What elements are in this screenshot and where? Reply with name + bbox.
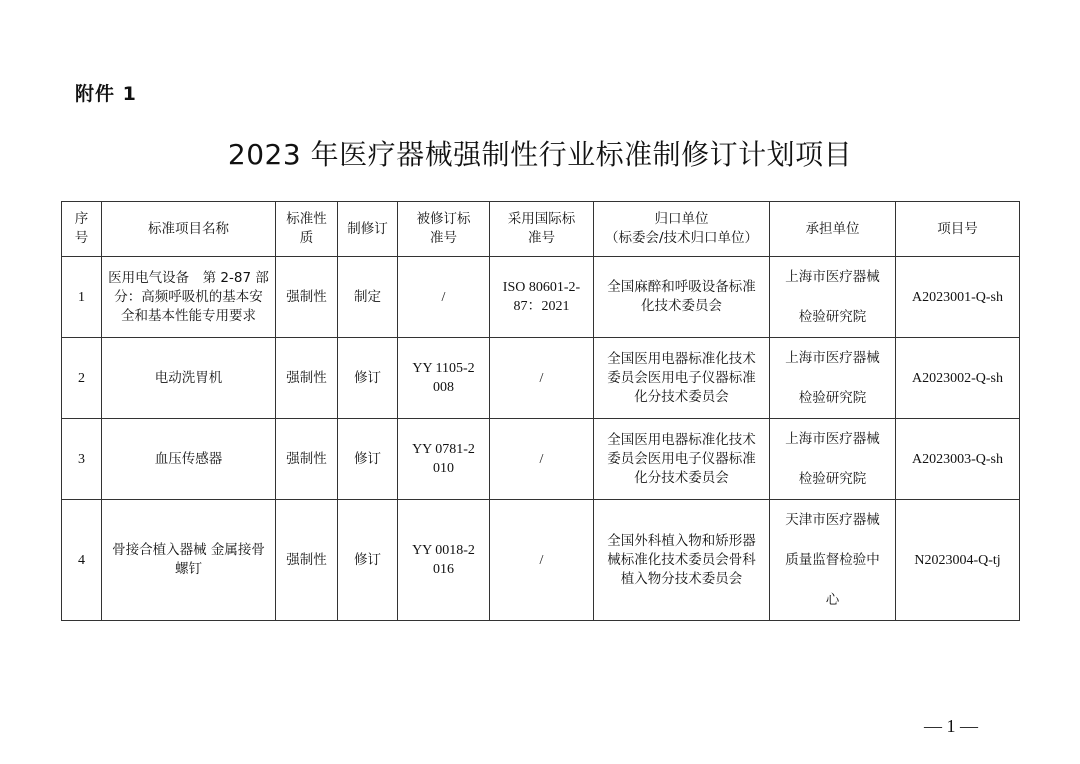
cell-intl-std: / <box>490 338 594 419</box>
cell-type: 修订 <box>338 338 398 419</box>
cell-type: 制定 <box>338 257 398 338</box>
cell-revised-std: YY 0018-2016 <box>398 500 490 621</box>
header-revised-std: 被修订标准号 <box>398 202 490 257</box>
header-unit-line1: 归口单位 <box>654 211 709 227</box>
table-header-row <box>62 202 1020 257</box>
cell-revised-std: YY 1105-2008 <box>398 338 490 419</box>
attachment-label: 附件 1 <box>75 83 137 105</box>
header-type: 制修订 <box>338 202 398 257</box>
cell-seq: 3 <box>62 419 102 500</box>
header-name: 标准项目名称 <box>102 202 276 257</box>
cell-project-no: A2023001-Q-sh <box>896 257 1020 338</box>
cell-nature: 强制性 <box>276 338 338 419</box>
header-nature: 标准性质 <box>276 202 338 257</box>
table-row <box>62 257 1020 338</box>
header-unit <box>594 202 770 257</box>
document-title: 2023 年医疗器械强制性行业标准制修订计划项目 <box>227 138 853 171</box>
cell-undertaker: 天津市医疗器械质量监督检验中心 <box>770 500 896 621</box>
header-project-no: 项目号 <box>896 202 1020 257</box>
cell-unit: 全国外科植入物和矫形器械标准化技术委员会骨科植入物分技术委员会 <box>594 500 770 621</box>
table-row <box>62 419 1020 500</box>
cell-name: 骨接合植入器械 金属接骨螺钉 <box>102 500 276 621</box>
cell-nature: 强制性 <box>276 257 338 338</box>
cell-nature: 强制性 <box>276 500 338 621</box>
header-intl-std: 采用国际标准号 <box>490 202 594 257</box>
page-number: — 1 — <box>924 716 978 736</box>
cell-project-no: A2023003-Q-sh <box>896 419 1020 500</box>
cell-type: 修订 <box>338 500 398 621</box>
cell-name: 血压传感器 <box>102 419 276 500</box>
cell-revised-std: / <box>398 257 490 338</box>
cell-unit: 全国麻醉和呼吸设备标准化技术委员会 <box>594 257 770 338</box>
cell-seq: 4 <box>62 500 102 621</box>
standards-plan-table <box>61 201 1020 621</box>
header-seq: 序号 <box>62 202 102 257</box>
cell-seq: 2 <box>62 338 102 419</box>
cell-project-no: N2023004-Q-tj <box>896 500 1020 621</box>
cell-name: 医用电气设备 第 2-87 部分：高频呼吸机的基本安全和基本性能专用要求 <box>102 257 276 338</box>
cell-revised-std: YY 0781-2010 <box>398 419 490 500</box>
table-row <box>62 338 1020 419</box>
header-undertaker: 承担单位 <box>770 202 896 257</box>
cell-undertaker: 上海市医疗器械检验研究院 <box>770 257 896 338</box>
header-unit-line2: （标委会/技术归口单位） <box>604 230 759 246</box>
cell-seq: 1 <box>62 257 102 338</box>
cell-intl-std: ISO 80601-2-87：2021 <box>490 257 594 338</box>
cell-unit: 全国医用电器标准化技术委员会医用电子仪器标准化分技术委员会 <box>594 338 770 419</box>
cell-project-no: A2023002-Q-sh <box>896 338 1020 419</box>
cell-undertaker: 上海市医疗器械检验研究院 <box>770 419 896 500</box>
cell-undertaker: 上海市医疗器械检验研究院 <box>770 338 896 419</box>
cell-name: 电动洗胃机 <box>102 338 276 419</box>
table-row <box>62 500 1020 621</box>
cell-unit: 全国医用电器标准化技术委员会医用电子仪器标准化分技术委员会 <box>594 419 770 500</box>
cell-intl-std: / <box>490 500 594 621</box>
cell-type: 修订 <box>338 419 398 500</box>
cell-intl-std: / <box>490 419 594 500</box>
cell-nature: 强制性 <box>276 419 338 500</box>
